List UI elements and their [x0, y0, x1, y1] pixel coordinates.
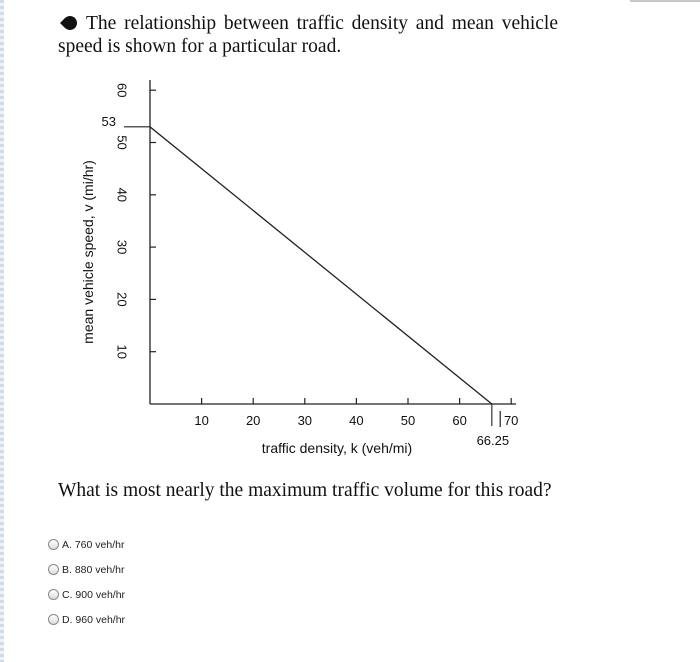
option-a[interactable] [48, 532, 125, 557]
x-tick-label-50: 50 [400, 413, 416, 428]
option-d[interactable] [48, 607, 125, 632]
y-axis-label: mean vehicle speed, v (mi/hr) [80, 160, 96, 344]
question-intro-text: The relationship between traffic density and mean vehicle speed is shown for a particular road. [58, 13, 558, 57]
y-tick-label-50: 50 [114, 135, 130, 150]
y-tick-label-20: 20 [114, 292, 130, 307]
y-intercept-label: 53 [101, 113, 116, 129]
option-a-label: A. 760 veh/hr [62, 538, 125, 551]
x-tick-label-70: 70 [503, 413, 519, 428]
x-tick-label-20: 20 [245, 413, 261, 428]
option-c[interactable] [48, 582, 125, 607]
x-tick-label-30: 30 [297, 413, 313, 428]
question-prompt: What is most nearly the maximum traffic volume for this road? [58, 480, 552, 501]
option-c-label: C. 900 veh/hr [62, 588, 126, 601]
option-d-label: D. 960 veh/hr [62, 613, 126, 626]
y-tick-label-30: 30 [114, 239, 130, 255]
x-axis-label: traffic density, k (veh/mi) [261, 440, 413, 456]
x-intercept-label: 66.25 [476, 433, 510, 448]
x-tick-label-10: 10 [194, 413, 209, 428]
option-b[interactable] [48, 557, 125, 582]
answer-options [48, 532, 125, 632]
radio-c[interactable] [48, 589, 59, 600]
y-tick-label-40: 40 [114, 187, 130, 203]
series-line-speed-density [150, 127, 492, 404]
radio-a[interactable] [48, 539, 59, 550]
y-tick-label-60: 60 [114, 82, 130, 98]
y-tick-label-10: 10 [114, 344, 130, 359]
radio-b[interactable] [48, 564, 59, 575]
x-tick-label-40: 40 [349, 413, 364, 428]
x-tick-label-60: 60 [452, 413, 467, 428]
option-b-label: B. 880 veh/hr [62, 563, 125, 576]
radio-d[interactable] [48, 614, 59, 625]
